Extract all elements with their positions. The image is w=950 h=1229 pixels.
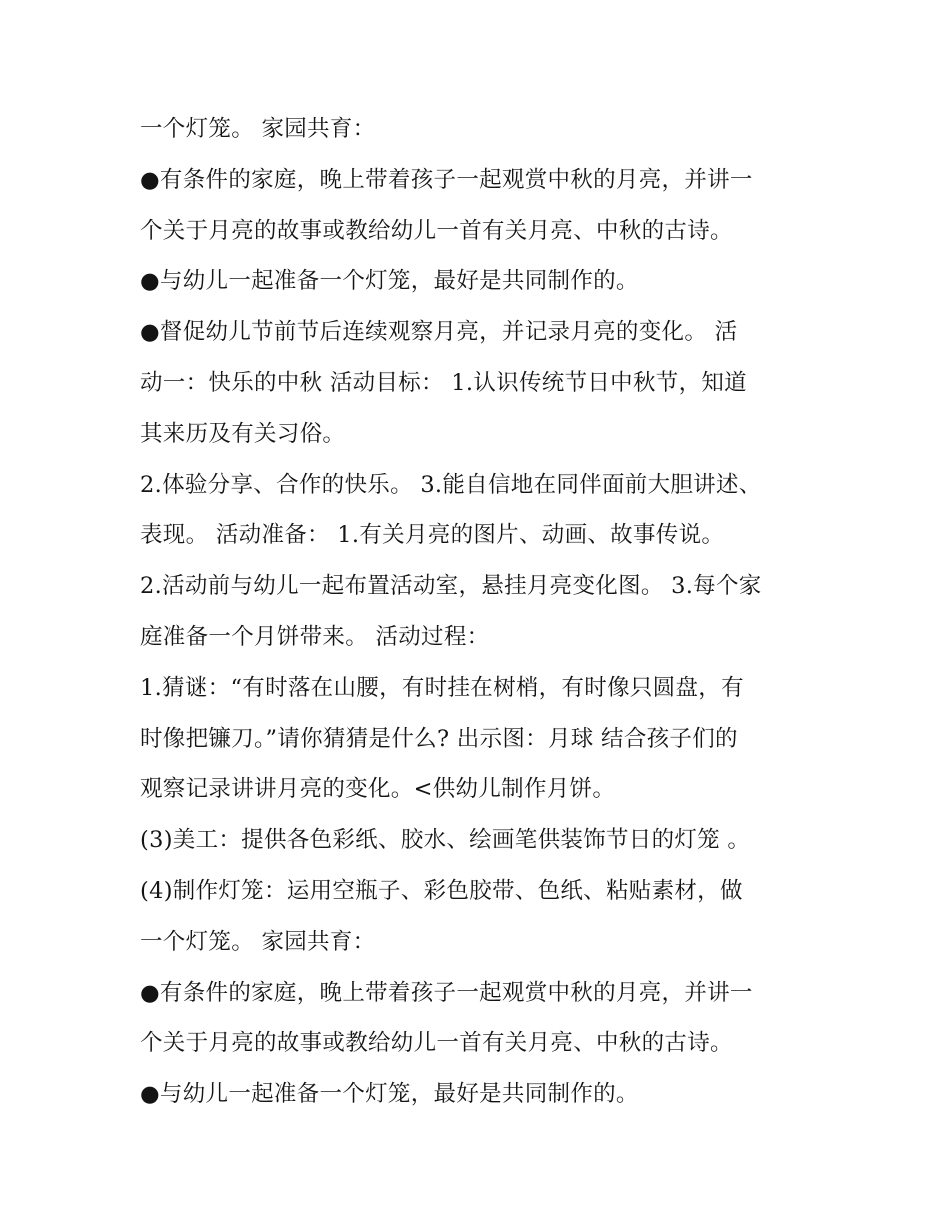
text-line: 1.猜谜：“有时落在山腰，有时挂在树梢，有时像只圆盘，有: [140, 674, 744, 701]
document-body: [140, 104, 820, 1120]
text-line: 一个灯笼。 家园共育：: [140, 116, 376, 142]
text-line: ●有条件的家庭，晚上带着孩子一起观赏中秋的月亮，并讲一: [140, 979, 753, 1006]
text-line: 2.体验分享、合作的快乐。 3.能自信地在同伴面前大胆讲述、: [140, 471, 762, 498]
text-line: 个关于月亮的故事或教给幼儿一首有关月亮、中秋的古诗。: [140, 1030, 733, 1057]
text-line: ●有条件的家庭，晚上带着孩子一起观赏中秋的月亮，并讲一: [140, 166, 753, 193]
text-line: (4)制作灯笼：运用空瓶子、彩色胶带、色纸、粘贴素材，做: [140, 877, 743, 904]
text-line: 2.活动前与幼儿一起布置活动室，悬挂月亮变化图。 3.每个家: [140, 573, 762, 600]
text-line: 表现。 活动准备： 1.有关月亮的图片、动画、故事传说。: [140, 522, 725, 549]
text-line: (3)美工：提供各色彩纸、胶水、绘画笔供装饰节日的灯笼 。: [140, 827, 751, 854]
text-line: ●与幼儿一起准备一个灯笼，最好是共同制作的。: [140, 1081, 639, 1108]
text-line: 一个灯笼。 家园共育：: [140, 928, 376, 955]
text-line: ●与幼儿一起准备一个灯笼，最好是共同制作的。: [140, 268, 639, 295]
text-line: 其来历及有关习俗。: [140, 420, 346, 447]
text-line: ●督促幼儿节前节后连续观察月亮，并记录月亮的变化。 活: [140, 319, 738, 346]
text-line: 个关于月亮的故事或教给幼儿一首有关月亮、中秋的古诗。: [140, 217, 733, 244]
text-line: 庭准备一个月饼带来。 活动过程：: [140, 623, 490, 650]
text-line: 观察记录讲讲月亮的变化。<供幼儿制作月饼。: [140, 776, 616, 803]
text-line: 动一：快乐的中秋 活动目标： 1.认识传统节日中秋节，知道: [140, 369, 747, 396]
text-line: 时像把镰刀。”请你猜猜是什么? 出示图：月球 结合孩子们的: [140, 725, 738, 752]
